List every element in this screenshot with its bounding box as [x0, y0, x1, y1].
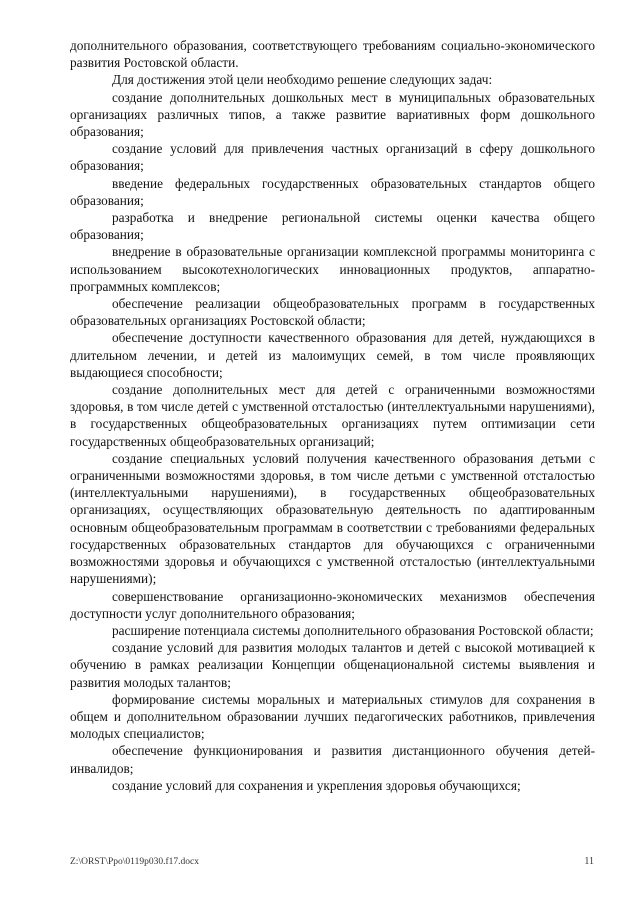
paragraph-task-young-talents: создание условий для развития молодых талантов и детей с высокой мотивацией к обучению в рамках реализации Концепции общенациональной системы выявления и развития молодых талантов;	[70, 640, 595, 690]
document-body	[70, 37, 595, 794]
paragraph-task-additional-places: создание дополнительных мест для детей с ограниченными возможностями здоровья, в том числе детей с умственной отсталостью (интеллектуальными нарушениями), в государственных общеобразовательных организациях путем оптимизации сети государственных общеобразовательных организаций;	[70, 382, 595, 449]
paragraph-task-preschool-places: создание дополнительных дошкольных мест в муниципальных образовательных организациях различных типов, а также развитие вариативных форм дошкольного образования;	[70, 89, 595, 140]
page-number: 11	[584, 856, 594, 867]
paragraph-task-private-organizations: создание условий для привлечения частных организаций в сферу дошкольного образования;	[70, 141, 595, 174]
paragraph-continuation: дополнительного образования, соответствующего требованиям социально-экономического развития Ростовской области.	[70, 38, 595, 71]
paragraph-task-federal-standards: введение федеральных государственных образовательных стандартов общего образования;	[70, 175, 595, 208]
paragraph-task-economic-mechanisms: совершенствование организационно-экономических механизмов обеспечения доступности услуг дополнительного образования;	[70, 588, 595, 621]
paragraph-task-distance-learning: обеспечение функционирования и развития дистанционного обучения детей-инвалидов;	[70, 743, 595, 776]
paragraph-task-special-conditions: создание специальных условий получения качественного образования детьми с ограниченными возможностями здоровья, в том числе детьми с умственной отсталостью (интеллектуальными нарушениями), в государственных общеобразовательных организациях, осуществляющих образовательную деятельность по адаптированным основным общеобразовательным программам в соответствии с требованиями федеральных государственных образовательных стандартов для обучающихся с ограниченными возможностями здоровья и обучающихся с умственной отсталостью (интеллектуальными нарушениями);	[70, 450, 595, 587]
paragraph-task-health: создание условий для сохранения и укрепления здоровья обучающихся;	[112, 777, 521, 793]
paragraph-tasks-intro: Для достижения этой цели необходимо решение следующих задач:	[112, 72, 493, 88]
paragraph-task-general-programs: обеспечение реализации общеобразовательных программ в государственных образовательных организациях Ростовской области;	[70, 296, 595, 329]
paragraph-task-quality-assessment: разработка и внедрение региональной системы оценки качества общего образования;	[70, 210, 595, 243]
paragraph-task-potential-expansion: расширение потенциала системы дополнительного образования Ростовской области;	[112, 622, 594, 638]
paragraph-task-monitoring-program: внедрение в образовательные организации комплексной программы мониторинга с использованием высокотехнологических инновационных продуктов, аппаратно-программных комплексов;	[70, 244, 595, 294]
footer-file-path: Z:\ORST\Ppo\0119p030.f17.docx	[70, 857, 199, 867]
paragraph-task-accessibility: обеспечение доступности качественного образования для детей, нуждающихся в длительном лечении, и детей из малоимущих семей, в том числе проявляющих выдающиеся способности;	[70, 330, 595, 380]
paragraph-task-incentives: формирование системы моральных и материальных стимулов для сохранения в общем и дополнительном образовании лучших педагогических работников, привлечения молодых специалистов;	[70, 691, 595, 742]
